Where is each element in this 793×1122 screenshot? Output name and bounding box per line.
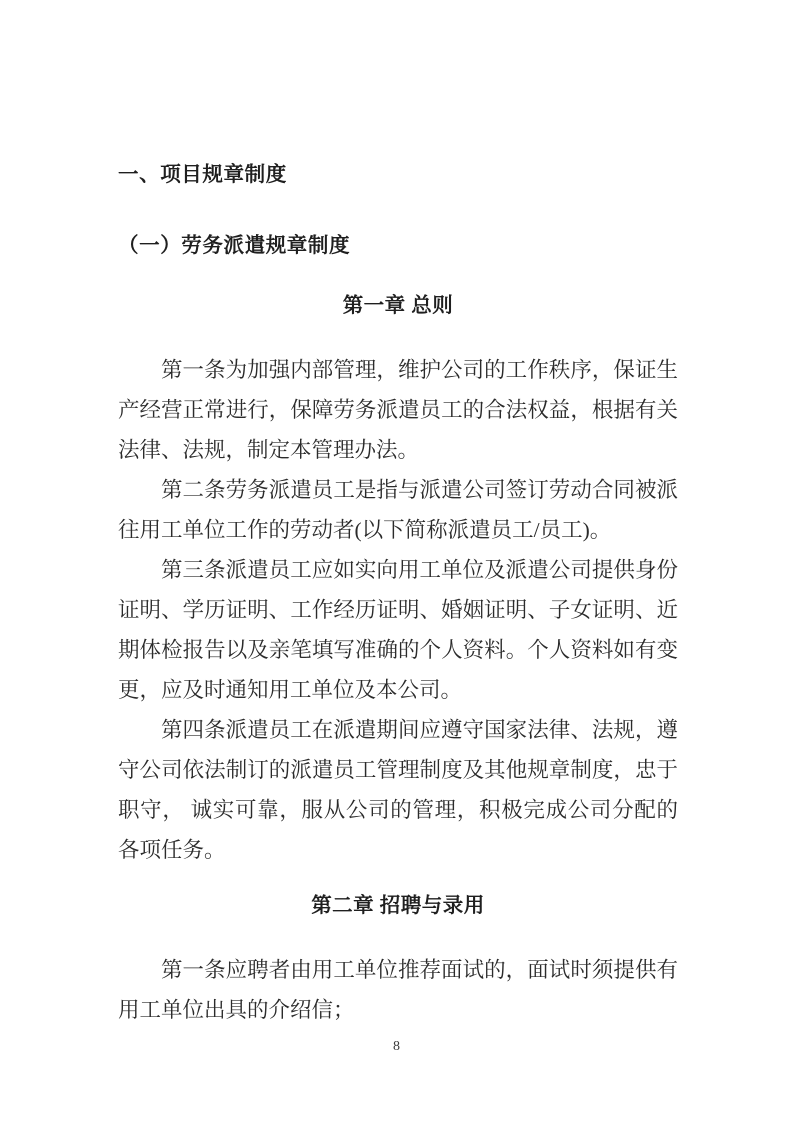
chapter-heading-2: 第二章 招聘与录用 (311, 895, 485, 917)
paragraph-article-1: 第一条为加强内部管理，维护公司的工作秩序，保证生产经营正常进行，保障劳务派遣员工的合法权益，根据有关法律、法规，制定本管理办法。 (118, 358, 678, 462)
section-heading-labor-dispatch-rules: （一）劳务派遣规章制度 (118, 235, 351, 257)
page-number: 8 (393, 1039, 400, 1054)
chapter-heading-1: 第一章 总则 (342, 295, 454, 317)
heading-gap-2 (118, 263, 678, 289)
chapter-gap-2-after (118, 923, 678, 950)
paragraph-chapter2-article-1: 第一条应聘者由用工单位推荐面试的，面试时须提供有用工单位出具的介绍信； (118, 958, 678, 1022)
paragraph-article-2: 第二条劳务派遣员工是指与派遣公司签订劳动合同被派往用工单位工作的劳动者(以下简称派遣员工/员工)。 (118, 478, 678, 542)
paragraph-article-3: 第三条派遣员工应如实向用工单位及派遣公司提供身份证明、学历证明、工作经历证明、婚姻证明、子女证明、近期体检报告以及亲笔填写准确的个人资料。个人资料如有变更，应及时通知用工单位及本公司。 (118, 558, 678, 702)
paragraph-article-4: 第四条派遣员工在派遣期间应遵守国家法律、法规，遵守公司依法制订的派遣员工管理制度及其他规章制度，忠于职守， 诚实可靠，服从公司的管理，积极完成公司分配的各项任务。 (118, 718, 678, 862)
chapter-gap-2-before (118, 870, 678, 889)
heading-gap-1 (118, 192, 678, 229)
chapter-gap-1 (118, 323, 678, 350)
page-content (118, 0, 678, 1030)
section-heading-project-rules: 一、项目规章制度 (118, 164, 287, 186)
top-margin-spacer (118, 0, 678, 158)
